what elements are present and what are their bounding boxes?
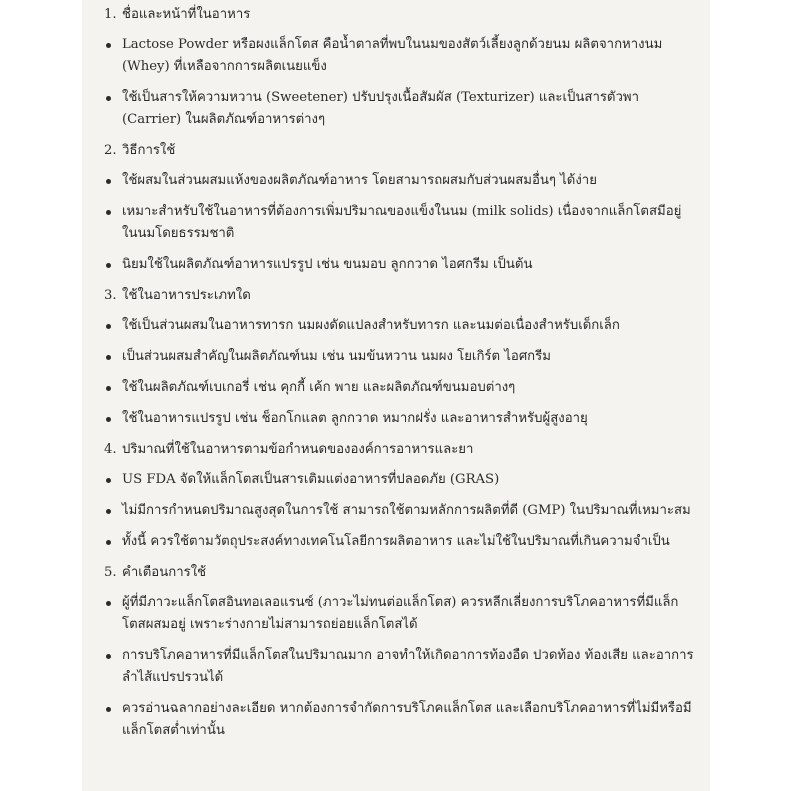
list-item: ทั้งนี้ ควรใช้ตามวัตถุประสงค์ทางเทคโนโลยีการผลิตอาหาร และไม่ใช้ในปริมาณที่เกินความจำเป็น [102,531,696,553]
list-item: ผู้ที่มีภาวะแล็กโตสอินทอเลอแรนซ์ (ภาวะไม่ทนต่อแล็กโตส) ควรหลีกเลี่ยงการบริโภคอาหารที่มีแล็กโตสผสมอยู่ เพราะร่างกายไม่สามารถย่อยแล็กโตสได้ [102,592,696,636]
list-item: ใช้ผสมในส่วนผสมแห้งของผลิตภัณฑ์อาหาร โดยสามารถผสมกับส่วนผสมอื่นๆ ได้ง่าย [102,170,696,192]
section-heading [102,285,696,307]
section-4 [102,439,696,553]
section-title: คำเตือนการใช้ [122,565,207,580]
section-heading [102,140,696,162]
bullet-list [102,315,696,430]
list-item: ควรอ่านฉลากอย่างละเอียด หากต้องการจำกัดการบริโภคแล็กโตส และเลือกบริโภคอาหารที่ไม่มีหรือมีแล็กโตสต่ำเท่านั้น [102,698,696,742]
document-page [82,0,710,791]
section-title: ชื่อและหน้าที่ในอาหาร [122,7,251,22]
list-item: US FDA จัดให้แล็กโตสเป็นสารเติมแต่งอาหารที่ปลอดภัย (GRAS) [102,469,696,491]
section-heading [102,4,696,26]
section-2 [102,140,696,276]
section-number: 3. [104,288,117,303]
bullet-list [102,170,696,276]
list-item: Lactose Powder หรือผงแล็กโตส คือน้ำตาลที่พบในนมของสัตว์เลี้ยงลูกด้วยนม ผลิตจากหางนม (Whey) ที่เหลือจากการผลิตเนยแข็ง [102,34,696,78]
list-item: ใช้เป็นส่วนผสมในอาหารทารก นมผงดัดแปลงสำหรับทารก และนมต่อเนื่องสำหรับเด็กเล็ก [102,315,696,337]
section-number: 2. [104,143,117,158]
list-item: ไม่มีการกำหนดปริมาณสูงสุดในการใช้ สามารถใช้ตามหลักการผลิตที่ดี (GMP) ในปริมาณที่เหมาะสม [102,500,696,522]
bullet-list [102,592,696,742]
section-number: 5. [104,565,117,580]
section-number: 4. [104,442,117,457]
list-item: นิยมใช้ในผลิตภัณฑ์อาหารแปรรูป เช่น ขนมอบ ลูกกวาด ไอศกรีม เป็นต้น [102,254,696,276]
section-heading [102,439,696,461]
list-item: เหมาะสำหรับใช้ในอาหารที่ต้องการเพิ่มปริมาณของแข็งในนม (milk solids) เนื่องจากแล็กโตสมีอยู่ในนมโดยธรรมชาติ [102,201,696,245]
section-3 [102,285,696,430]
section-heading [102,562,696,584]
list-item: ใช้เป็นสารให้ความหวาน (Sweetener) ปรับปรุงเนื้อสัมผัส (Texturizer) และเป็นสารตัวพา (Carrier) ในผลิตภัณฑ์อาหารต่างๆ [102,87,696,131]
list-item: ใช้ในผลิตภัณฑ์เบเกอรี่ เช่น คุกกี้ เค้ก พาย และผลิตภัณฑ์ขนมอบต่างๆ [102,377,696,399]
list-item: การบริโภคอาหารที่มีแล็กโตสในปริมาณมาก อาจทำให้เกิดอาการท้องอืด ปวดท้อง ท้องเสีย และอาการลำไส้แปรปรวนได้ [102,645,696,689]
section-5 [102,562,696,742]
section-title: ใช้ในอาหารประเภทใด [122,288,251,303]
section-number: 1. [104,7,117,22]
bullet-list [102,469,696,553]
bullet-list [102,34,696,131]
section-1 [102,4,696,131]
section-title: ปริมาณที่ใช้ในอาหารตามข้อกำหนดขององค์การอาหารและยา [122,442,474,457]
list-item: ใช้ในอาหารแปรรูป เช่น ช็อกโกแลต ลูกกวาด หมากฝรั่ง และอาหารสำหรับผู้สูงอายุ [102,408,696,430]
list-item: เป็นส่วนผสมสำคัญในผลิตภัณฑ์นม เช่น นมข้นหวาน นมผง โยเกิร์ต ไอศกรีม [102,346,696,368]
section-title: วิธีการใช้ [122,143,176,158]
